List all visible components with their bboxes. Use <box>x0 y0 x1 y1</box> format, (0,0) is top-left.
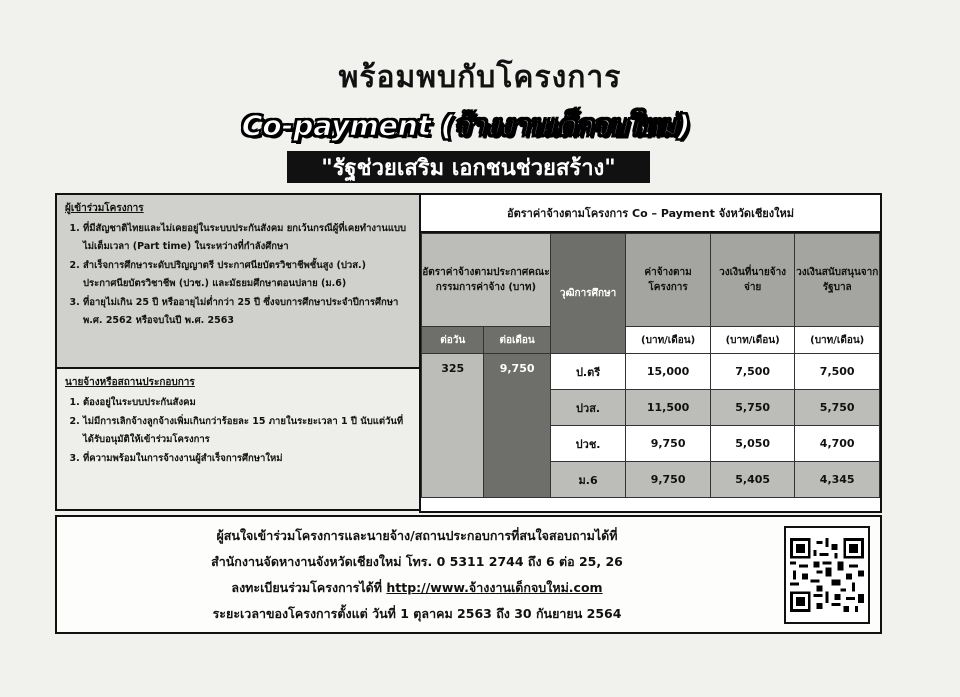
wage-cell: 9,750 <box>626 462 711 498</box>
unit-employer: (บาท/เดือน) <box>710 327 795 354</box>
gov-cell: 7,500 <box>795 354 880 390</box>
unit-gov: (บาท/เดือน) <box>795 327 880 354</box>
employer-heading: นายจ้างหรือสถานประกอบการ <box>65 377 195 388</box>
title-slogan: "รัฐช่วยเสริม เอกชนช่วยสร้าง" <box>287 151 650 183</box>
daily-rate: 325 <box>422 354 484 498</box>
list-item: 3. ที่อายุไม่เกิน 25 ปี หรืออายุไม่ต่ำกว่า 25 ปี ซึ่งจบการศึกษาประจำปีการศึกษา พ.ศ. 2562 หรือจบในปี พ.ศ. 2563 <box>83 294 411 330</box>
rate-table-panel <box>419 193 882 513</box>
wage-cell: 15,000 <box>626 354 711 390</box>
gov-cell: 5,750 <box>795 390 880 426</box>
header-wage: ค่าจ้างตามโครงการ <box>626 234 711 327</box>
list-item: 2. ไม่มีการเลิกจ้างลูกจ้างเพิ่มเกินกว่าร้อยละ 15 ภายในระยะเวลา 1 ปี นับแต่วันที่ได้รับอนุมัติให้เข้าร่วมโครงการ <box>83 413 411 449</box>
header-per-month: ต่อเดือน <box>484 327 550 354</box>
eligibility-heading: ผู้เข้าร่วมโครงการ <box>65 203 144 214</box>
employer-cell: 5,050 <box>710 426 795 462</box>
employer-cell: 5,750 <box>710 390 795 426</box>
qr-code-icon[interactable] <box>784 526 870 624</box>
header-gov: วงเงินสนับสนุนจากรัฐบาล <box>795 234 880 327</box>
contact-lines <box>57 523 777 627</box>
header-min-wage: อัตราค่าจ้างตามประกาศคณะกรรมการค่าจ้าง (บาท) <box>422 234 551 327</box>
degree-cell: ปวช. <box>550 426 625 462</box>
list-item: 3. ที่ความพร้อมในการจ้างงานผู้สำเร็จการศึกษาใหม่ <box>83 450 411 468</box>
table-row <box>422 354 880 390</box>
employer-cell: 5,405 <box>710 462 795 498</box>
contact-line4: ระยะเวลาของโครงการตั้งแต่ วันที่ 1 ตุลาคม 2563 ถึง 30 กันยายน 2564 <box>212 606 622 621</box>
wage-cell: 9,750 <box>626 426 711 462</box>
contact-line2: สำนักงานจัดหางานจังหวัดเชียงใหม่ โทร. 0 5311 2744 ถึง 6 ต่อ 25, 26 <box>211 554 623 569</box>
employer-list <box>57 394 419 468</box>
degree-cell: ปวส. <box>550 390 625 426</box>
header-per-day: ต่อวัน <box>422 327 484 354</box>
list-item: 1. ต้องอยู่ในระบบประกันสังคม <box>83 394 411 412</box>
employer-cell: 7,500 <box>710 354 795 390</box>
register-link[interactable]: http://www.จ้างงานเด็กจบใหม่.com <box>386 580 603 595</box>
employer-panel <box>55 367 421 511</box>
degree-cell: ป.ตรี <box>550 354 625 390</box>
title-line1: พร้อมพบกับโครงการ <box>338 60 622 95</box>
eligibility-list <box>57 220 419 330</box>
list-item: 1. ที่มีสัญชาติไทยและไม่เคยอยู่ในระบบประกันสังคม ยกเว้นกรณีผู้ที่เคยทำงานแบบไม่เต็มเวลา (Part time) ในระหว่างที่กำลังศึกษา <box>83 220 411 256</box>
contact-panel <box>55 515 882 634</box>
unit-wage: (บาท/เดือน) <box>626 327 711 354</box>
rate-table-title: อัตราค่าจ้างตามโครงการ Co – Payment จังหวัดเชียงใหม่ <box>421 195 880 233</box>
rate-table <box>421 233 880 498</box>
degree-cell: ม.6 <box>550 462 625 498</box>
header-degree: วุฒิการศึกษา <box>550 234 625 354</box>
eligibility-panel <box>55 193 421 371</box>
title-line2: Co-payment (จ้างงานเด็กจบใหม่) <box>241 109 691 142</box>
wage-cell: 11,500 <box>626 390 711 426</box>
contact-line3 <box>57 575 777 601</box>
gov-cell: 4,345 <box>795 462 880 498</box>
list-item: 2. สำเร็จการศึกษาระดับปริญญาตรี ประกาศนียบัตรวิชาชีพชั้นสูง (ปวส.) ประกาศนียบัตรวิชาชีพ (ปวช.) และมัธยมศึกษาตอนปลาย (ม.6) <box>83 257 411 293</box>
register-label: ลงทะเบียนร่วมโครงการได้ที่ <box>231 580 383 595</box>
monthly-rate: 9,750 <box>484 354 550 498</box>
header-employer: วงเงินที่นายจ้างจ่าย <box>710 234 795 327</box>
contact-line1: ผู้สนใจเข้าร่วมโครงการและนายจ้าง/สถานประกอบการที่สนใจสอบถามได้ที่ <box>216 528 618 543</box>
gov-cell: 4,700 <box>795 426 880 462</box>
